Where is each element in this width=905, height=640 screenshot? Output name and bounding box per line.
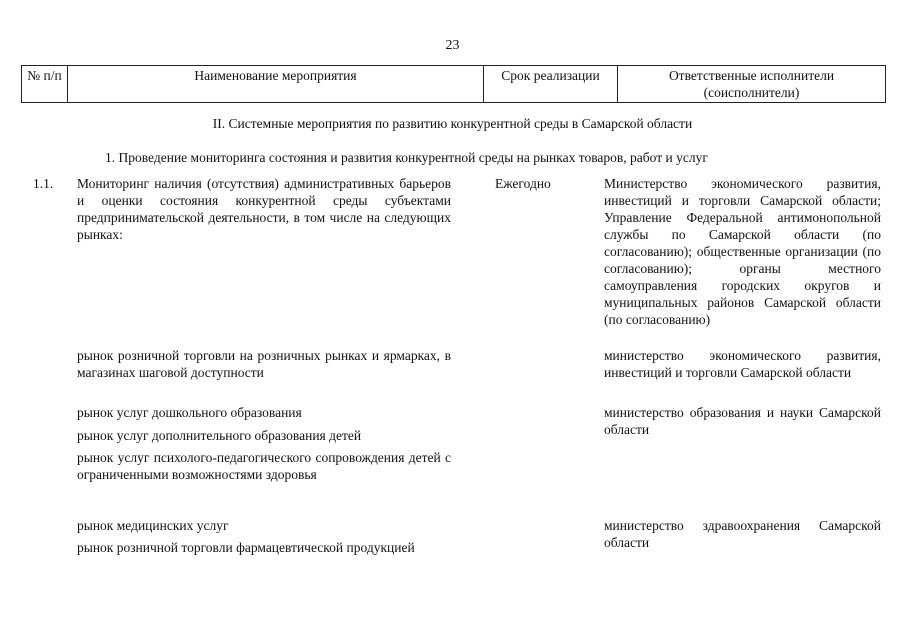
market-psychological-support: рынок услуг психолого-педагогического сопровождения детей с ограниченными возможностями здоровья bbox=[77, 450, 451, 482]
page-number: 23 bbox=[445, 38, 460, 53]
responsible-economy-ministry: министерство экономического развития, инвестиций и торговли Самарской области bbox=[604, 348, 881, 380]
responsible-education-ministry: министерство образования и науки Самарской области bbox=[604, 405, 881, 437]
market-pharmaceutical-retail: рынок розничной торговли фармацевтической продукцией bbox=[77, 540, 415, 555]
measure-title: Мониторинг наличия (отсутствия) административных барьеров и оценки состояния конкурентной среды субъектами предпринимательской деятельности, в том числе на следующих рынках: bbox=[77, 176, 451, 242]
header-responsible-column: Ответственные исполнители (соисполнители) bbox=[618, 66, 886, 103]
section-title: II. Системные мероприятия по развитию конкурентной среды в Самарской области bbox=[212, 116, 693, 131]
header-number-column: № п/п bbox=[22, 66, 68, 103]
market-additional-education: рынок услуг дополнительного образования детей bbox=[77, 428, 362, 443]
row-term: Ежегодно bbox=[495, 176, 551, 191]
responsible-health-ministry: министерство здравоохранения Самарской области bbox=[604, 518, 881, 550]
table-header bbox=[21, 65, 886, 103]
row-number: 1.1. bbox=[33, 176, 54, 191]
header-name-column: Наименование мероприятия bbox=[68, 66, 484, 103]
market-preschool-education: рынок услуг дошкольного образования bbox=[77, 405, 302, 420]
responsible-main: Министерство экономического развития, инвестиций и торговли Самарской области; Управление Федеральной антимонопольной службы по Самарской области (по согласованию); общественные организации (по согласованию); органы местного самоуправления городских округов и муниципальных районов Самарской области (по согласованию) bbox=[604, 176, 881, 327]
market-retail-fairs: рынок розничной торговли на розничных рынках и ярмарках, в магазинах шаговой доступности bbox=[77, 348, 451, 380]
header-term-column: Срок реализации bbox=[484, 66, 618, 103]
market-medical-services: рынок медицинских услуг bbox=[77, 518, 229, 533]
subsection-title: 1. Проведение мониторинга состояния и развития конкурентной среды на рынках товаров, работ и услуг bbox=[105, 150, 708, 165]
